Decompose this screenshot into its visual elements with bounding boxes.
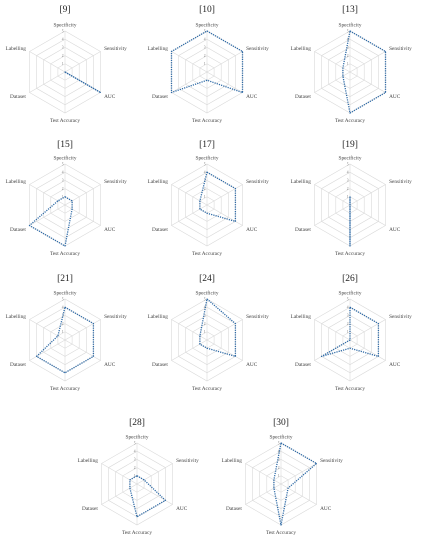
axis-label-labelling: Labelling — [77, 458, 98, 464]
data-point-labelling — [350, 340, 351, 341]
axis-label-dataset: Dataset — [152, 94, 168, 100]
tick-label-3: 3 — [346, 178, 349, 183]
axis-label-labelling: Labelling — [5, 179, 26, 185]
axis-label-dataset: Dataset — [295, 227, 311, 233]
axis-label-labelling: Labelling — [147, 46, 168, 52]
tick-label-1: 1 — [277, 474, 280, 479]
spoke-labelling — [314, 185, 350, 206]
tick-label-1: 1 — [203, 62, 206, 67]
tick-label-1: 1 — [61, 330, 64, 335]
tick-label-5: 5 — [346, 297, 349, 302]
axis-label-dataset: Dataset — [152, 227, 168, 233]
chart-title: [26] — [342, 274, 358, 284]
data-point-auc — [242, 92, 243, 93]
axis-label-labelling: Labelling — [5, 46, 26, 52]
spoke-auc — [207, 205, 243, 226]
data-point-sensitivity — [235, 188, 236, 189]
tick-label-2: 2 — [203, 186, 206, 191]
data-point-sensitivity — [385, 51, 386, 52]
radar-chart-30 — [222, 418, 344, 536]
data-point-labelling — [57, 335, 58, 336]
axis-label-sensitivity: Sensitivity — [104, 314, 127, 320]
spoke-dataset — [171, 340, 207, 361]
tick-label-4: 4 — [277, 449, 280, 454]
spoke-sensitivity — [137, 464, 173, 485]
data-point-labelling — [342, 67, 343, 68]
spoke-dataset — [314, 205, 350, 226]
axis-label-specificity: Specificity — [338, 22, 362, 29]
tick-label-3: 3 — [346, 313, 349, 318]
axis-label-specificity: Specificity — [195, 22, 219, 29]
spoke-labelling — [314, 320, 350, 341]
tick-label-5: 5 — [203, 29, 206, 34]
data-point-sensitivity — [378, 323, 379, 324]
axis-label-auc: AUC — [320, 506, 332, 512]
spoke-dataset — [29, 72, 65, 93]
axis-label-dataset: Dataset — [295, 362, 311, 368]
spoke-labelling — [171, 52, 207, 73]
data-point-auc — [72, 209, 73, 210]
axis-label-dataset: Dataset — [152, 362, 168, 368]
tick-label-5: 5 — [203, 162, 206, 167]
data-point-test-accuracy — [207, 348, 208, 349]
axis-label-sensitivity: Sensitivity — [104, 46, 127, 52]
axis-label-auc: AUC — [104, 227, 116, 233]
tick-label-1: 1 — [346, 330, 349, 335]
axis-label-auc: AUC — [176, 506, 188, 512]
spoke-sensitivity — [207, 320, 243, 341]
tick-label-5: 5 — [133, 441, 136, 446]
data-point-auc — [288, 488, 289, 489]
chart-title: [28] — [129, 418, 145, 428]
axis-label-auc: AUC — [246, 94, 258, 100]
tick-label-3: 3 — [61, 45, 64, 50]
spoke-sensitivity — [281, 464, 317, 485]
axis-label-test-accuracy: Test Accuracy — [334, 386, 366, 392]
tick-label-4: 4 — [346, 170, 349, 175]
spoke-labelling — [29, 320, 65, 341]
data-point-dataset — [321, 356, 322, 357]
data-point-test-accuracy — [207, 213, 208, 214]
data-point-test-accuracy — [350, 113, 351, 114]
spoke-auc — [350, 205, 386, 226]
tick-label-1: 1 — [346, 62, 349, 67]
axis-label-auc: AUC — [246, 227, 258, 233]
data-point-dataset — [342, 76, 343, 77]
chart-title: [13] — [342, 5, 358, 15]
axis-label-sensitivity: Sensitivity — [389, 179, 412, 185]
data-point-labelling — [57, 200, 58, 201]
spoke-auc — [207, 340, 243, 361]
axis-label-auc: AUC — [389, 227, 401, 233]
axis-label-specificity: Specificity — [125, 434, 149, 441]
data-point-dataset — [129, 488, 130, 489]
tick-label-2: 2 — [61, 186, 64, 191]
data-point-labelling — [171, 51, 172, 52]
chart-title: [21] — [57, 274, 73, 284]
axis-label-labelling: Labelling — [290, 314, 311, 320]
radar-chart-26 — [291, 274, 413, 392]
data-point-specificity — [65, 307, 66, 308]
axis-label-auc: AUC — [104, 94, 116, 100]
tick-label-5: 5 — [346, 29, 349, 34]
data-point-auc — [100, 92, 101, 93]
spoke-dataset — [314, 340, 350, 361]
chart-title: [19] — [342, 140, 358, 150]
axis-label-dataset: Dataset — [10, 227, 26, 233]
tick-label-2: 2 — [203, 53, 206, 58]
axis-label-sensitivity: Sensitivity — [389, 314, 412, 320]
data-point-labelling — [199, 200, 200, 201]
chart-title: [17] — [199, 140, 215, 150]
data-point-auc — [165, 500, 166, 501]
data-point-sensitivity — [316, 463, 317, 464]
chart-title: [15] — [57, 140, 73, 150]
data-point-specificity — [281, 443, 282, 444]
data-point-specificity — [350, 31, 351, 32]
spoke-dataset — [29, 205, 65, 226]
spoke-sensitivity — [350, 320, 386, 341]
axis-label-dataset: Dataset — [82, 506, 98, 512]
spoke-auc — [137, 484, 173, 505]
tick-label-4: 4 — [203, 305, 206, 310]
data-point-test-accuracy — [65, 246, 66, 247]
tick-label-3: 3 — [346, 45, 349, 50]
data-point-sensitivity — [242, 51, 243, 52]
radar-chart-10 — [148, 5, 270, 124]
spoke-dataset — [171, 205, 207, 226]
tick-label-5: 5 — [277, 441, 280, 446]
data-point-specificity — [207, 299, 208, 300]
tick-label-5: 5 — [61, 29, 64, 34]
tick-label-2: 2 — [346, 321, 349, 326]
axis-label-sensitivity: Sensitivity — [176, 458, 199, 464]
spoke-auc — [350, 72, 386, 93]
data-point-sensitivity — [93, 323, 94, 324]
data-point-labelling — [65, 72, 66, 73]
data-point-specificity — [207, 172, 208, 173]
series-polygon — [130, 476, 166, 517]
spoke-sensitivity — [65, 185, 101, 206]
spoke-auc — [350, 340, 386, 361]
axis-label-specificity: Specificity — [269, 434, 293, 441]
axis-label-specificity: Specificity — [338, 290, 362, 297]
axis-label-sensitivity: Sensitivity — [246, 179, 269, 185]
spoke-dataset — [29, 340, 65, 361]
axis-label-dataset: Dataset — [10, 94, 26, 100]
data-point-dataset — [273, 488, 274, 489]
data-point-dataset — [171, 92, 172, 93]
tick-label-3: 3 — [61, 313, 64, 318]
tick-label-4: 4 — [203, 170, 206, 175]
axis-label-test-accuracy: Test Accuracy — [121, 530, 153, 536]
radar-chart-13 — [291, 5, 413, 124]
radar-chart-9 — [6, 5, 128, 124]
spoke-auc — [65, 205, 101, 226]
tick-label-4: 4 — [346, 37, 349, 42]
axis-label-dataset: Dataset — [226, 506, 242, 512]
chart-title: [9] — [59, 5, 71, 15]
data-point-specificity — [350, 196, 351, 197]
axis-label-labelling: Labelling — [147, 179, 168, 185]
spoke-sensitivity — [207, 185, 243, 206]
data-point-auc — [235, 356, 236, 357]
radar-chart-24 — [148, 274, 270, 392]
spoke-sensitivity — [207, 52, 243, 73]
axis-label-test-accuracy: Test Accuracy — [334, 118, 366, 124]
data-point-specificity — [207, 31, 208, 32]
chart-title: [30] — [273, 418, 289, 428]
tick-label-3: 3 — [61, 178, 64, 183]
axis-label-specificity: Specificity — [53, 22, 77, 29]
radar-chart-19 — [291, 140, 413, 257]
axis-label-labelling: Labelling — [5, 314, 26, 320]
axis-label-auc: AUC — [246, 362, 258, 368]
data-point-specificity — [137, 475, 138, 476]
axis-label-auc: AUC — [104, 362, 116, 368]
axis-label-test-accuracy: Test Accuracy — [49, 251, 81, 257]
tick-label-5: 5 — [346, 162, 349, 167]
data-point-auc — [385, 92, 386, 93]
tick-label-2: 2 — [133, 465, 136, 470]
axis-label-sensitivity: Sensitivity — [246, 314, 269, 320]
tick-label-1: 1 — [203, 195, 206, 200]
axis-label-test-accuracy: Test Accuracy — [191, 118, 223, 124]
chart-title: [10] — [199, 5, 215, 15]
chart-title: [24] — [199, 274, 215, 284]
tick-label-4: 4 — [203, 37, 206, 42]
tick-label-3: 3 — [277, 457, 280, 462]
axis-label-test-accuracy: Test Accuracy — [49, 386, 81, 392]
spoke-auc — [281, 484, 317, 505]
data-point-labelling — [273, 479, 274, 480]
tick-label-1: 1 — [346, 195, 349, 200]
tick-label-4: 4 — [61, 37, 64, 42]
tick-label-4: 4 — [61, 305, 64, 310]
axis-label-sensitivity: Sensitivity — [320, 458, 343, 464]
data-point-sensitivity — [72, 200, 73, 201]
axis-label-test-accuracy: Test Accuracy — [49, 118, 81, 124]
axis-label-labelling: Labelling — [221, 458, 242, 464]
spoke-sensitivity — [65, 320, 101, 341]
data-point-test-accuracy — [350, 246, 351, 247]
axis-label-sensitivity: Sensitivity — [104, 179, 127, 185]
data-point-dataset — [199, 209, 200, 210]
tick-label-1: 1 — [133, 474, 136, 479]
tick-label-3: 3 — [203, 313, 206, 318]
radar-chart-21 — [6, 274, 128, 392]
tick-label-2: 2 — [346, 186, 349, 191]
axis-label-test-accuracy: Test Accuracy — [265, 530, 297, 536]
tick-label-2: 2 — [277, 465, 280, 470]
data-point-sensitivity — [144, 479, 145, 480]
data-point-auc — [235, 221, 236, 222]
data-point-auc — [93, 356, 94, 357]
data-point-test-accuracy — [207, 80, 208, 81]
tick-label-2: 2 — [346, 53, 349, 58]
axis-label-specificity: Specificity — [338, 155, 362, 162]
data-point-test-accuracy — [350, 348, 351, 349]
radar-chart-28 — [78, 418, 200, 536]
tick-label-3: 3 — [203, 45, 206, 50]
data-point-labelling — [129, 479, 130, 480]
axis-label-specificity: Specificity — [195, 155, 219, 162]
axis-label-specificity: Specificity — [53, 155, 77, 162]
axis-label-specificity: Specificity — [53, 290, 77, 297]
data-point-labelling — [199, 335, 200, 336]
tick-label-1: 1 — [61, 62, 64, 67]
tick-label-4: 4 — [133, 449, 136, 454]
tick-label-2: 2 — [61, 53, 64, 58]
tick-label-5: 5 — [203, 297, 206, 302]
data-point-specificity — [350, 307, 351, 308]
axis-label-specificity: Specificity — [195, 290, 219, 297]
axis-label-labelling: Labelling — [290, 179, 311, 185]
tick-label-2: 2 — [61, 321, 64, 326]
axis-label-labelling: Labelling — [147, 314, 168, 320]
axis-label-dataset: Dataset — [295, 94, 311, 100]
tick-label-1: 1 — [61, 195, 64, 200]
axis-label-sensitivity: Sensitivity — [246, 46, 269, 52]
tick-label-1: 1 — [203, 330, 206, 335]
data-point-labelling — [350, 205, 351, 206]
axis-label-test-accuracy: Test Accuracy — [191, 251, 223, 257]
spoke-auc — [65, 340, 101, 361]
axis-label-test-accuracy: Test Accuracy — [191, 386, 223, 392]
spoke-sensitivity — [350, 185, 386, 206]
radar-chart-15 — [6, 140, 128, 257]
tick-label-3: 3 — [203, 178, 206, 183]
data-point-auc — [378, 356, 379, 357]
data-point-test-accuracy — [65, 372, 66, 373]
radar-chart-17 — [148, 140, 270, 257]
data-point-sensitivity — [235, 323, 236, 324]
axis-label-auc: AUC — [389, 94, 401, 100]
data-point-dataset — [29, 225, 30, 226]
spoke-labelling — [29, 185, 65, 206]
axis-label-sensitivity: Sensitivity — [389, 46, 412, 52]
tick-label-4: 4 — [61, 170, 64, 175]
tick-label-2: 2 — [203, 321, 206, 326]
axis-label-dataset: Dataset — [10, 362, 26, 368]
data-point-test-accuracy — [137, 516, 138, 517]
tick-label-5: 5 — [61, 297, 64, 302]
data-point-dataset — [36, 356, 37, 357]
data-point-test-accuracy — [281, 525, 282, 526]
spoke-sensitivity — [65, 52, 101, 73]
axis-label-test-accuracy: Test Accuracy — [334, 251, 366, 257]
axis-label-labelling: Labelling — [290, 46, 311, 52]
data-point-dataset — [199, 344, 200, 345]
tick-label-4: 4 — [346, 305, 349, 310]
tick-label-5: 5 — [61, 162, 64, 167]
tick-label-3: 3 — [133, 457, 136, 462]
spoke-labelling — [29, 52, 65, 73]
spoke-sensitivity — [350, 52, 386, 73]
spoke-labelling — [101, 464, 137, 485]
series-polygon — [200, 299, 236, 356]
data-point-specificity — [65, 196, 66, 197]
spoke-dataset — [101, 484, 137, 505]
axis-label-auc: AUC — [389, 362, 401, 368]
